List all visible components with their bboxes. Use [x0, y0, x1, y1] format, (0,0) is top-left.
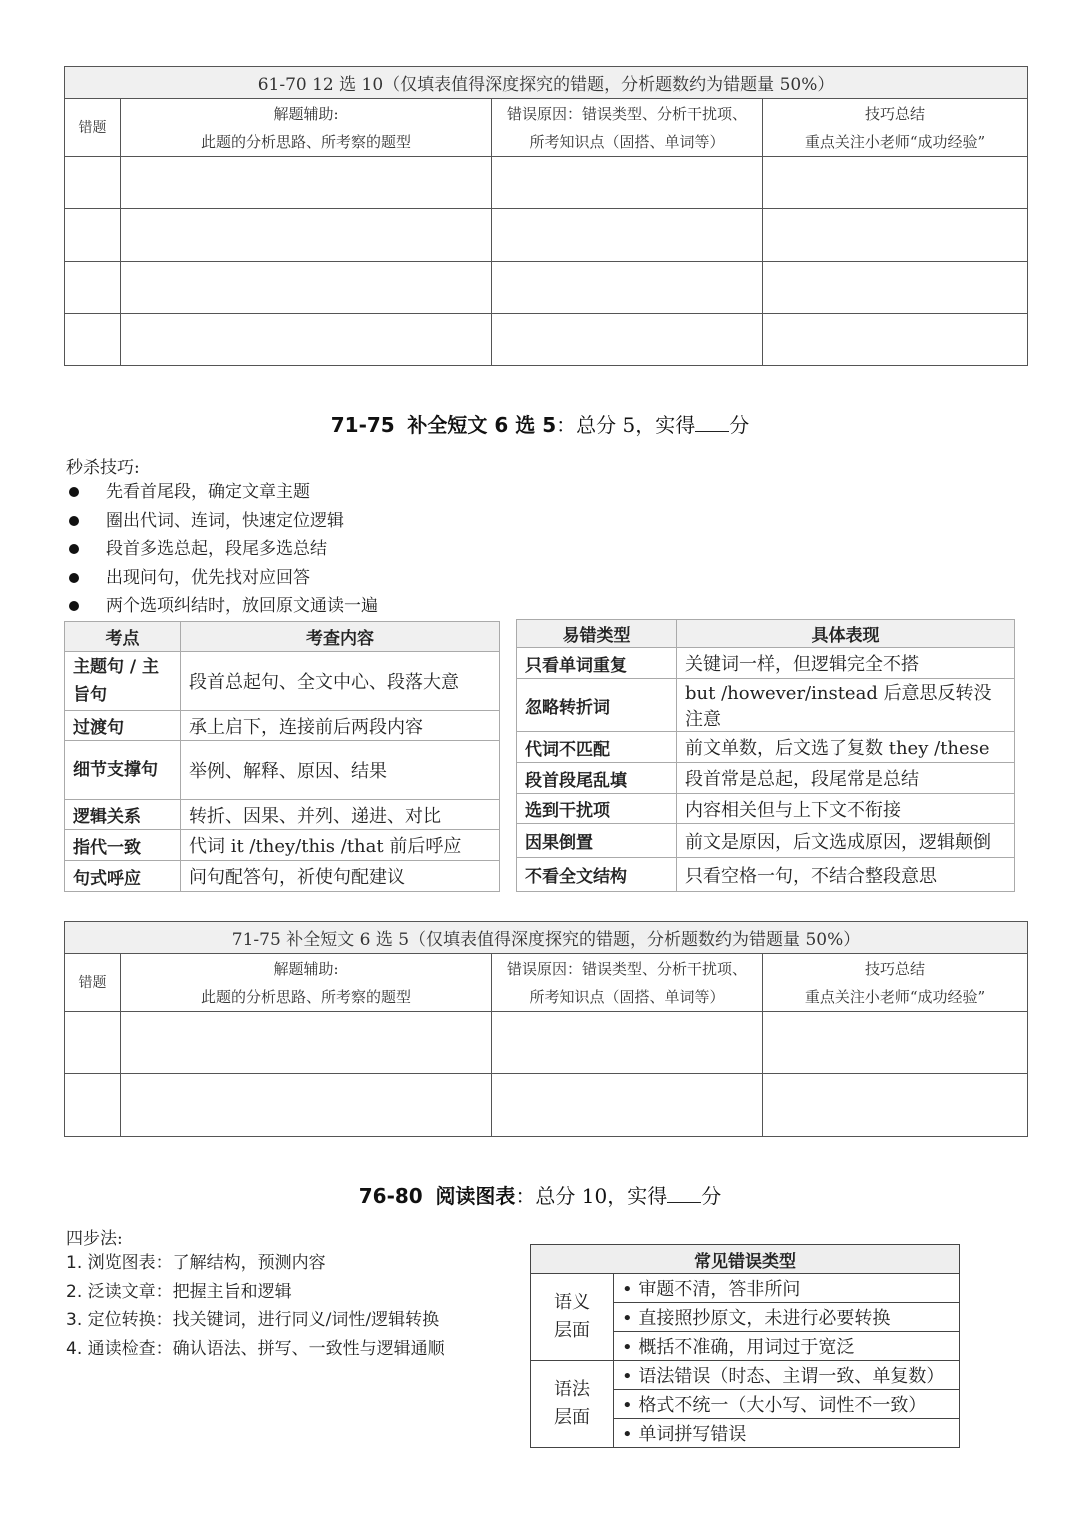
table-cell-key: 指代一致: [65, 830, 181, 861]
blank-cell[interactable]: [65, 157, 121, 209]
col-header-error-reason: 错误原因：错误类型、分析干扰项、 所考知识点（固搭、单词等）: [492, 99, 763, 157]
blank-cell[interactable]: [121, 157, 492, 209]
table-cell-key: 忽略转折词: [517, 679, 677, 732]
group-label-grammar: 语法 层面: [531, 1361, 614, 1448]
error-table-title: 61-70 12 选 10（仅填表值得深度探究的错题，分析题数约为错题量 50%）: [65, 67, 1028, 99]
table-cell-key: 句式呼应: [65, 861, 181, 892]
blank-cell[interactable]: [492, 1012, 763, 1074]
table-cell-key: 代词不匹配: [517, 732, 677, 763]
table-cell-value: 举例、解释、原因、结果: [181, 741, 500, 800]
col-header-wrong-question: 错题: [65, 99, 121, 157]
blank-cell[interactable]: [492, 262, 763, 314]
common-errors-table: [530, 1244, 960, 1448]
group-label-semantic: 语义 层面: [531, 1274, 614, 1361]
list-item: 3. 定位转换：找关键词，进行同义/词性/逻辑转换: [66, 1310, 440, 1330]
list-item: 4. 通读检查：确认语法、拼写、一致性与逻辑通顺: [66, 1338, 445, 1359]
blank-cell[interactable]: [121, 314, 492, 366]
list-item: 2. 泛读文章：把握主旨和逻辑: [66, 1281, 292, 1302]
table-cell-key: 逻辑关系: [65, 800, 181, 830]
score-blank[interactable]: [695, 414, 729, 432]
table-cell-key: 因果倒置: [517, 824, 677, 858]
section-title-71-75: 71-75 补全短文 6 选 5：总分 5，实得 分: [330, 413, 750, 437]
bullet-icon: [69, 544, 79, 554]
table-cell-value: 前文单数，后文选了复数 they /these: [677, 732, 1015, 763]
table-cell-value: 段首总起句、全文中心、段落大意: [181, 652, 500, 711]
blank-cell[interactable]: [492, 1074, 763, 1137]
table-cell-key: 不看全文结构: [517, 858, 677, 892]
blank-cell[interactable]: [65, 209, 121, 262]
blank-cell[interactable]: [763, 1074, 1028, 1137]
blank-cell[interactable]: [763, 157, 1028, 209]
bullet-icon: [69, 516, 79, 526]
table-cell-key: 过渡句: [65, 711, 181, 741]
blank-cell[interactable]: [492, 157, 763, 209]
table-cell-value: 段首常是总起，段尾常是总结: [677, 763, 1015, 794]
steps-list: [66, 1249, 445, 1363]
table-cell-value: 只看空格一句，不结合整段意思: [677, 858, 1015, 892]
bullet-icon: [69, 573, 79, 583]
error-item: • 语法错误（时态、主谓一致、单复数）: [614, 1361, 960, 1390]
blank-cell[interactable]: [121, 209, 492, 262]
blank-cell[interactable]: [65, 262, 121, 314]
table-cell-key: 段首段尾乱填: [517, 763, 677, 794]
blank-cell[interactable]: [65, 1074, 121, 1137]
bullet-icon: [69, 601, 79, 611]
error-item: • 直接照抄原文，未进行必要转换: [614, 1303, 960, 1332]
table-cell-value: 转折、因果、并列、递进、对比: [181, 800, 500, 830]
list-item: 两个选项纠结时，放回原文通读一遍: [66, 592, 378, 621]
col-header-skill-summary: 技巧总结 重点关注小老师“成功经验”: [763, 99, 1028, 157]
table-cell-value: 内容相关但与上下文不衔接: [677, 794, 1015, 824]
error-item: • 审题不清，答非所问: [614, 1274, 960, 1303]
blank-cell[interactable]: [763, 209, 1028, 262]
blank-cell[interactable]: [763, 1012, 1028, 1074]
bullet-icon: [69, 487, 79, 497]
steps-label: 四步法:: [66, 1229, 123, 1249]
section-title-76-80: 76-80 阅读图表：总分 10，实得 分: [358, 1184, 722, 1208]
col-header-error-reason: 错误原因：错误类型、分析干扰项、 所考知识点（固搭、单词等）: [492, 954, 763, 1012]
error-item: • 单词拼写错误: [614, 1419, 960, 1448]
kaodian-table: [64, 621, 500, 892]
col-header: 考查内容: [181, 622, 500, 652]
error-item: • 格式不统一（大小写、词性不一致）: [614, 1390, 960, 1419]
table-cell-key: 只看单词重复: [517, 648, 677, 679]
table-cell-value: 代词 it /they/this /that 前后呼应: [181, 830, 500, 861]
score-blank[interactable]: [667, 1185, 701, 1203]
blank-cell[interactable]: [121, 1012, 492, 1074]
list-item: 圈出代词、连词，快速定位逻辑: [66, 507, 378, 536]
blank-cell[interactable]: [65, 1012, 121, 1074]
col-header-solution-aid: 解题辅助: 此题的分析思路、所考察的题型: [121, 954, 492, 1012]
col-header-skill-summary: 技巧总结 重点关注小老师“成功经验”: [763, 954, 1028, 1012]
blank-cell[interactable]: [763, 314, 1028, 366]
col-header: 易错类型: [517, 620, 677, 648]
blank-cell[interactable]: [65, 314, 121, 366]
blank-cell[interactable]: [763, 262, 1028, 314]
error-item: • 概括不准确，用词过于宽泛: [614, 1332, 960, 1361]
list-item: 段首多选总起，段尾多选总结: [66, 535, 378, 564]
blank-cell[interactable]: [121, 262, 492, 314]
col-header: 具体表现: [677, 620, 1015, 648]
blank-cell[interactable]: [492, 209, 763, 262]
table-cell-value: but /however/instead 后意思反转没注意: [677, 679, 1015, 732]
error-table-title: 71-75 补全短文 6 选 5（仅填表值得深度探究的错题，分析题数约为错题量 50%）: [65, 922, 1028, 954]
error-table-61-70: [64, 66, 1028, 366]
table-cell-value: 前文是原因，后文选成原因，逻辑颠倒: [677, 824, 1015, 858]
common-errors-title: 常见错误类型: [531, 1245, 960, 1274]
list-item: 先看首尾段，确定文章主题: [66, 478, 378, 507]
table-cell-key: 主题句 / 主旨句: [65, 652, 181, 711]
table-cell-key: 选到干扰项: [517, 794, 677, 824]
tips-list: [66, 478, 378, 621]
col-header-wrong-question: 错题: [65, 954, 121, 1012]
blank-cell[interactable]: [121, 1074, 492, 1137]
yicuo-table: [516, 619, 1015, 892]
col-header: 考点: [65, 622, 181, 652]
col-header-solution-aid: 解题辅助: 此题的分析思路、所考察的题型: [121, 99, 492, 157]
table-cell-value: 问句配答句，祈使句配建议: [181, 861, 500, 892]
list-item: 出现问句，优先找对应回答: [66, 564, 378, 593]
table-cell-value: 关键词一样，但逻辑完全不搭: [677, 648, 1015, 679]
list-item: 1. 浏览图表：了解结构，预测内容: [66, 1253, 326, 1273]
tips-label: 秒杀技巧:: [66, 458, 140, 478]
table-cell-key: 细节支撑句: [65, 741, 181, 800]
error-table-71-75: [64, 921, 1028, 1137]
blank-cell[interactable]: [492, 314, 763, 366]
table-cell-value: 承上启下，连接前后两段内容: [181, 711, 500, 741]
